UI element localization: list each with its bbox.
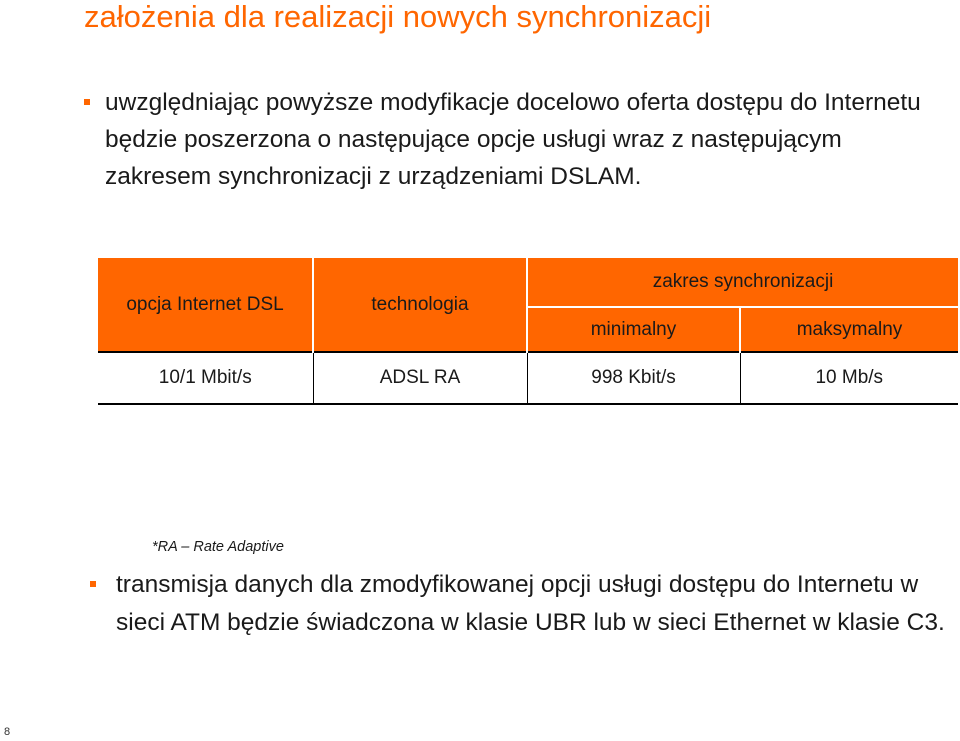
table-cell-option: 10/1 Mbit/s [98,352,313,404]
table-cell-max: 10 Mb/s [740,352,958,404]
bullet-square-icon [84,99,90,105]
bullet-item-2 [90,566,950,641]
header-min: minimalny [527,307,740,352]
header-sync-range: zakres synchronizacji [527,258,958,307]
header-option: opcja Internet DSL [98,258,313,352]
header-max: maksymalny [740,307,958,352]
bullet-item-1 [84,84,944,195]
bullet-2-text: transmisja danych dla zmodyfikowanej opcji usługi dostępu do Internetu w sieci ATM będzie świadczona w klasie UBR lub w sieci Ethernet w klasie C3. [116,571,945,636]
table-cell-min: 998 Kbit/s [527,352,740,404]
sync-options-table [98,258,958,405]
page-number: 8 [4,726,11,738]
slide-title: założenia dla realizacji nowych synchronizacji [84,0,712,34]
table-cell-technology: ADSL RA [313,352,527,404]
header-technology: technologia [313,258,527,352]
bullet-square-icon [90,581,96,587]
bullet-1-text: uwzględniając powyższe modyfikacje docelowo oferta dostępu do Internetu będzie poszerzona o następujące opcje usługi wraz z następującym zakresem synchronizacji z urządzeniami DSLAM. [105,89,921,190]
footnote: *RA – Rate Adaptive [152,539,284,555]
table-row [98,352,958,404]
